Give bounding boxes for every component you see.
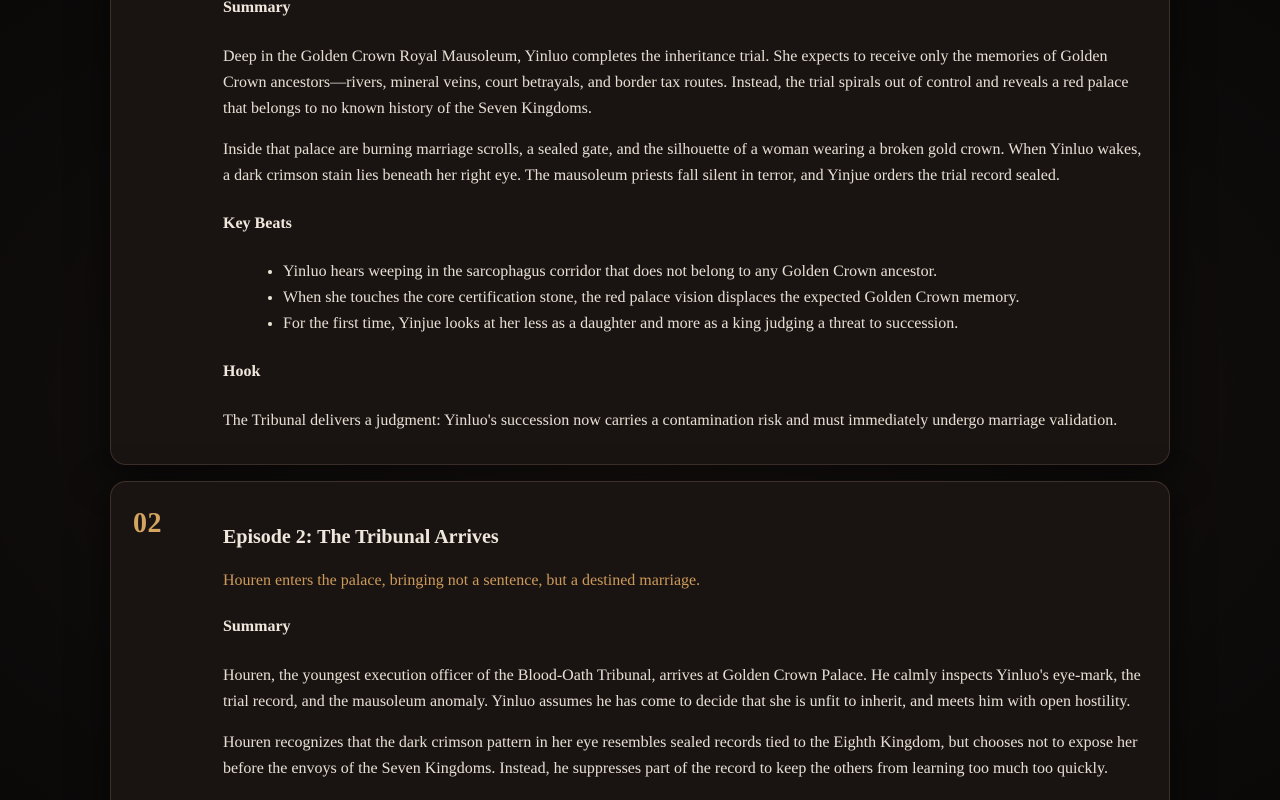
key-beats-list bbox=[223, 259, 1143, 337]
summary-heading: Summary bbox=[223, 618, 291, 635]
episode-content bbox=[223, 0, 1143, 434]
summary-paragraph: Houren, the youngest execution officer of the Blood-Oath Tribunal, arrives at Golden Crown Palace. He calmly inspects Yinluo's eye-mark, the trial record, and the mausoleum anomaly. Yinluo assumes he has come to decide that she is unfit to inherit, and meets him with open hostility. bbox=[223, 667, 1141, 710]
summary-heading: Summary bbox=[223, 0, 291, 16]
key-beat-item: • For the first time, Yinjue looks at her less as a daughter and more as a king judging a threat to succession. bbox=[283, 311, 1143, 337]
episode-tagline: Houren enters the palace, bringing not a sentence, but a destined marriage. bbox=[223, 572, 701, 589]
key-beat-item: • Yinluo hears weeping in the sarcophagus corridor that does not belong to any Golden Crown ancestor. bbox=[283, 259, 1143, 285]
summary-paragraph: Houren recognizes that the dark crimson pattern in her eye resembles sealed records tied to the Eighth Kingdom, but chooses not to expose her before the envoys of the Seven Kingdoms. Instead, he suppresses part of the record to keep the others from learning too much too quickly. bbox=[223, 734, 1138, 777]
key-beat-item: • When she touches the core certification stone, the red palace vision displaces the expected Golden Crown memory. bbox=[283, 285, 1143, 311]
summary-paragraph: Inside that palace are burning marriage scrolls, a sealed gate, and the silhouette of a woman wearing a broken gold crown. When Yinluo wakes, a dark crimson stain lies beneath her right eye. The mausoleum priests fall silent in terror, and Yinjue orders the trial record sealed. bbox=[223, 141, 1142, 184]
hook-heading: Hook bbox=[223, 363, 261, 380]
summary-paragraph: Deep in the Golden Crown Royal Mausoleum, Yinluo completes the inheritance trial. She expects to receive only the memories of Golden Crown ancestors—rivers, mineral veins, court betrayals, and border tax routes. Instead, the trial spirals out of control and reveals a red palace that belongs to no known history of the Seven Kingdoms. bbox=[223, 48, 1129, 117]
key-beats-heading: Key Beats bbox=[223, 215, 292, 232]
hook-text: The Tribunal delivers a judgment: Yinluo's succession now carries a contamination risk and must immediately undergo marriage validation. bbox=[223, 412, 1118, 429]
episode-card bbox=[110, 481, 1170, 800]
episode-content bbox=[223, 524, 1143, 782]
episode-card bbox=[110, 0, 1170, 465]
episode-title: Episode 2: The Tribunal Arrives bbox=[223, 526, 499, 548]
episode-number: 02 bbox=[133, 508, 162, 539]
